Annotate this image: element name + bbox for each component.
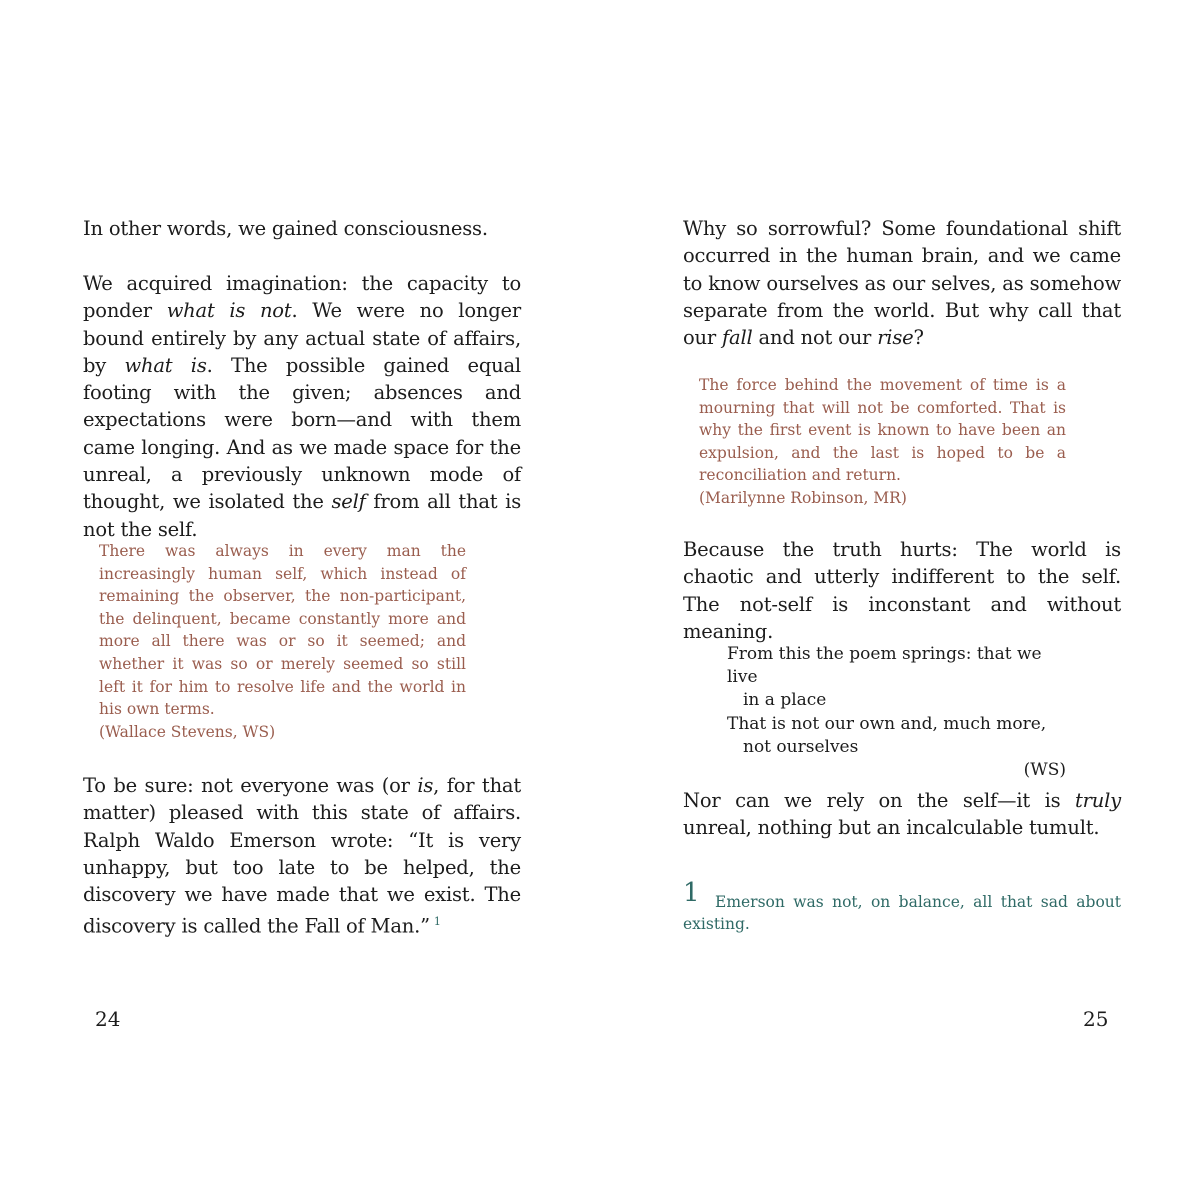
poem-line: From this the poem springs: that we live xyxy=(727,644,1042,688)
footnote-reference[interactable]: 1 xyxy=(433,915,441,929)
text-run: Why so sorrowful? Some foundational shift occurred in the human brain, and we came to know ourselves as our selves, as somehow separate from the world. But why call that our xyxy=(683,217,1121,350)
text-run: from all that is not the self. xyxy=(83,490,521,541)
italic-run: self xyxy=(331,490,366,514)
poem-attribution: (WS) xyxy=(1023,760,1066,781)
quote-text: There was always in every man the increasingly human self, which instead of remaining the observer, the non-participant, the delinquent, became constantly more and more all there was or so it seemed; and whether it was so or merely seemed so still left it for him to resolve life and the world in his own terms. xyxy=(99,542,466,719)
footnote-text: Emerson was not, on balance, all that sad about existing. xyxy=(683,893,1121,933)
italic-run: what is not xyxy=(166,299,292,323)
paragraph-sorrowful xyxy=(683,215,1121,351)
italic-run: fall xyxy=(722,326,753,350)
poem-line: not ourselves xyxy=(743,736,859,757)
block-quote-robinson xyxy=(699,374,1066,510)
quote-attribution: (Marilynne Robinson, MR) xyxy=(699,488,907,507)
text-run: ? xyxy=(913,326,924,350)
italic-run: what is xyxy=(124,353,207,377)
footnote xyxy=(683,878,1121,938)
text-run: and not our xyxy=(752,326,878,350)
italic-run: rise xyxy=(877,326,914,350)
paragraph-self-unreal xyxy=(683,787,1121,842)
text-run: . We were no longer bound entirely by any actual state of affairs, by xyxy=(83,299,521,377)
poem-line: in a place xyxy=(743,690,827,711)
footnote-number: 1 xyxy=(683,878,700,908)
quote-text: The force behind the movement of time is a mourning that will not be comforted. That is why the first event is known to have been an expulsion, and the last is hoped to be a reconciliation and return. xyxy=(699,376,1066,485)
paragraph-consciousness: In other words, we gained consciousness. xyxy=(83,217,488,240)
text-run: . The possible gained equal footing with the given; absences and expectations were born—and with them came longing. And as we made space for the unreal, a previously unknown mode of thought, we isolated the xyxy=(83,353,521,514)
block-quote-stevens xyxy=(99,540,466,743)
text-run: To be sure: not everyone was (or xyxy=(83,774,418,797)
text-run: , for that matter) pleased with this state of affairs. Ralph Waldo Emerson wrote: “It is very unhappy, but too late to be helped, the discovery we have made that we exist. The discovery is called the Fall of Man.” xyxy=(83,774,521,938)
text-run: Nor can we rely on the self—it is xyxy=(683,789,1076,812)
poem-line: That is not our own and, much more, xyxy=(727,713,1047,734)
italic-run: is xyxy=(417,774,434,797)
poem-excerpt xyxy=(727,643,1066,782)
text-run: We acquired imagination: the capacity to ponder xyxy=(83,272,521,323)
quote-attribution: (Wallace Stevens, WS) xyxy=(99,722,276,741)
text-run: unreal, nothing but an incalculable tumult. xyxy=(683,816,1100,840)
page-number-left: 24 xyxy=(95,1007,121,1031)
italic-run: truly xyxy=(1075,789,1121,812)
paragraph-emerson xyxy=(83,772,521,940)
page-number-right: 25 xyxy=(1083,1007,1109,1031)
paragraph-imagination xyxy=(83,270,521,543)
paragraph-truth-hurts: Because the truth hurts: The world is chaotic and utterly indifferent to the self. The not-self is inconstant and without meaning. xyxy=(683,538,1121,643)
